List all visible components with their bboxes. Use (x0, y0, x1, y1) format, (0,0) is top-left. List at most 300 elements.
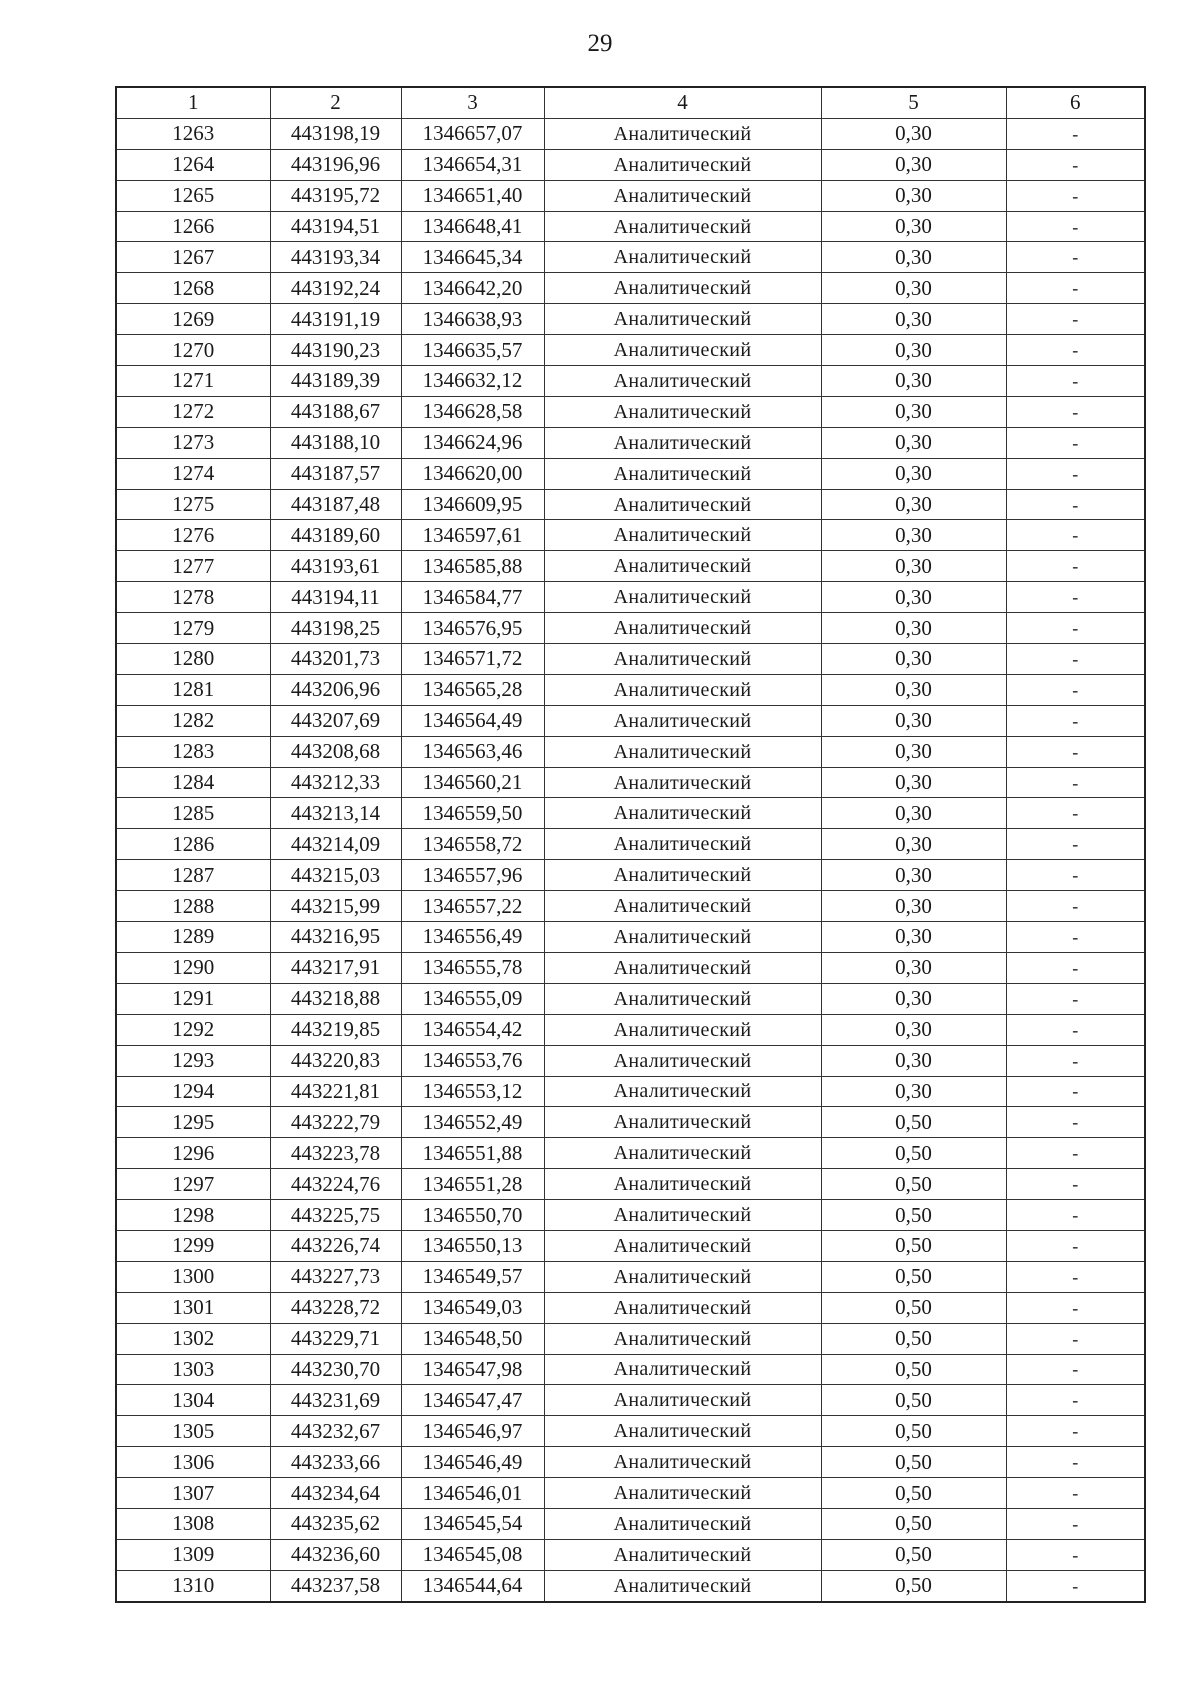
x-coordinate-cell: 443188,10 (270, 427, 401, 458)
table-row (116, 551, 1145, 582)
table-row (116, 1200, 1145, 1231)
method-cell: Аналитический (544, 458, 821, 489)
note-cell: - (1006, 705, 1145, 736)
y-coordinate-cell: 1346551,28 (401, 1169, 544, 1200)
method-cell: Аналитический (544, 366, 821, 397)
y-coordinate-cell: 1346545,08 (401, 1539, 544, 1570)
accuracy-cell: 0,50 (821, 1508, 1006, 1539)
x-coordinate-cell: 443237,58 (270, 1570, 401, 1601)
note-cell: - (1006, 1292, 1145, 1323)
table-row (116, 1447, 1145, 1478)
y-coordinate-cell: 1346657,07 (401, 118, 544, 149)
note-cell: - (1006, 149, 1145, 180)
point-number-cell: 1268 (116, 273, 270, 304)
y-coordinate-cell: 1346547,47 (401, 1385, 544, 1416)
table-row (116, 118, 1145, 149)
y-coordinate-cell: 1346648,41 (401, 211, 544, 242)
x-coordinate-cell: 443215,03 (270, 860, 401, 891)
method-cell: Аналитический (544, 1169, 821, 1200)
accuracy-cell: 0,50 (821, 1169, 1006, 1200)
column-header: 3 (401, 87, 544, 118)
note-cell: - (1006, 1508, 1145, 1539)
method-cell: Аналитический (544, 922, 821, 953)
note-cell: - (1006, 1169, 1145, 1200)
method-cell: Аналитический (544, 118, 821, 149)
y-coordinate-cell: 1346544,64 (401, 1570, 544, 1601)
note-cell: - (1006, 829, 1145, 860)
y-coordinate-cell: 1346555,09 (401, 983, 544, 1014)
point-number-cell: 1301 (116, 1292, 270, 1323)
note-cell: - (1006, 952, 1145, 983)
point-number-cell: 1297 (116, 1169, 270, 1200)
method-cell: Аналитический (544, 1508, 821, 1539)
table-row (116, 489, 1145, 520)
x-coordinate-cell: 443216,95 (270, 922, 401, 953)
method-cell: Аналитический (544, 1570, 821, 1601)
method-cell: Аналитический (544, 891, 821, 922)
column-header: 4 (544, 87, 821, 118)
method-cell: Аналитический (544, 952, 821, 983)
x-coordinate-cell: 443187,57 (270, 458, 401, 489)
point-number-cell: 1290 (116, 952, 270, 983)
y-coordinate-cell: 1346549,03 (401, 1292, 544, 1323)
x-coordinate-cell: 443193,34 (270, 242, 401, 273)
method-cell: Аналитический (544, 1416, 821, 1447)
accuracy-cell: 0,30 (821, 366, 1006, 397)
note-cell: - (1006, 489, 1145, 520)
note-cell: - (1006, 674, 1145, 705)
x-coordinate-cell: 443219,85 (270, 1014, 401, 1045)
x-coordinate-cell: 443194,51 (270, 211, 401, 242)
y-coordinate-cell: 1346620,00 (401, 458, 544, 489)
point-number-cell: 1276 (116, 520, 270, 551)
y-coordinate-cell: 1346559,50 (401, 798, 544, 829)
accuracy-cell: 0,30 (821, 891, 1006, 922)
y-coordinate-cell: 1346553,12 (401, 1076, 544, 1107)
accuracy-cell: 0,50 (821, 1261, 1006, 1292)
table-row (116, 427, 1145, 458)
x-coordinate-cell: 443229,71 (270, 1323, 401, 1354)
x-coordinate-cell: 443228,72 (270, 1292, 401, 1323)
accuracy-cell: 0,50 (821, 1416, 1006, 1447)
coordinates-table (115, 86, 1146, 1603)
accuracy-cell: 0,30 (821, 644, 1006, 675)
accuracy-cell: 0,50 (821, 1200, 1006, 1231)
accuracy-cell: 0,50 (821, 1570, 1006, 1601)
x-coordinate-cell: 443225,75 (270, 1200, 401, 1231)
accuracy-cell: 0,30 (821, 1014, 1006, 1045)
method-cell: Аналитический (544, 736, 821, 767)
note-cell: - (1006, 1076, 1145, 1107)
note-cell: - (1006, 211, 1145, 242)
point-number-cell: 1310 (116, 1570, 270, 1601)
x-coordinate-cell: 443222,79 (270, 1107, 401, 1138)
y-coordinate-cell: 1346624,96 (401, 427, 544, 458)
point-number-cell: 1278 (116, 582, 270, 613)
y-coordinate-cell: 1346551,88 (401, 1138, 544, 1169)
point-number-cell: 1283 (116, 736, 270, 767)
accuracy-cell: 0,30 (821, 829, 1006, 860)
y-coordinate-cell: 1346548,50 (401, 1323, 544, 1354)
note-cell: - (1006, 644, 1145, 675)
table-row (116, 922, 1145, 953)
x-coordinate-cell: 443196,96 (270, 149, 401, 180)
y-coordinate-cell: 1346545,54 (401, 1508, 544, 1539)
method-cell: Аналитический (544, 582, 821, 613)
point-number-cell: 1269 (116, 304, 270, 335)
table-row (116, 705, 1145, 736)
y-coordinate-cell: 1346558,72 (401, 829, 544, 860)
y-coordinate-cell: 1346651,40 (401, 180, 544, 211)
accuracy-cell: 0,50 (821, 1107, 1006, 1138)
point-number-cell: 1284 (116, 767, 270, 798)
table-row (116, 1261, 1145, 1292)
x-coordinate-cell: 443233,66 (270, 1447, 401, 1478)
point-number-cell: 1263 (116, 118, 270, 149)
x-coordinate-cell: 443194,11 (270, 582, 401, 613)
table-row (116, 1169, 1145, 1200)
x-coordinate-cell: 443230,70 (270, 1354, 401, 1385)
accuracy-cell: 0,50 (821, 1478, 1006, 1509)
page-number: 29 (587, 30, 613, 57)
point-number-cell: 1303 (116, 1354, 270, 1385)
point-number-cell: 1298 (116, 1200, 270, 1231)
y-coordinate-cell: 1346638,93 (401, 304, 544, 335)
x-coordinate-cell: 443195,72 (270, 180, 401, 211)
accuracy-cell: 0,30 (821, 922, 1006, 953)
note-cell: - (1006, 427, 1145, 458)
note-cell: - (1006, 798, 1145, 829)
point-number-cell: 1292 (116, 1014, 270, 1045)
table-row (116, 149, 1145, 180)
note-cell: - (1006, 860, 1145, 891)
y-coordinate-cell: 1346597,61 (401, 520, 544, 551)
accuracy-cell: 0,30 (821, 211, 1006, 242)
method-cell: Аналитический (544, 396, 821, 427)
y-coordinate-cell: 1346564,49 (401, 705, 544, 736)
method-cell: Аналитический (544, 149, 821, 180)
accuracy-cell: 0,30 (821, 242, 1006, 273)
table-row (116, 273, 1145, 304)
point-number-cell: 1294 (116, 1076, 270, 1107)
table-row (116, 458, 1145, 489)
table-row (116, 798, 1145, 829)
point-number-cell: 1291 (116, 983, 270, 1014)
y-coordinate-cell: 1346563,46 (401, 736, 544, 767)
accuracy-cell: 0,30 (821, 520, 1006, 551)
y-coordinate-cell: 1346584,77 (401, 582, 544, 613)
table-row (116, 1045, 1145, 1076)
x-coordinate-cell: 443221,81 (270, 1076, 401, 1107)
accuracy-cell: 0,30 (821, 427, 1006, 458)
y-coordinate-cell: 1346560,21 (401, 767, 544, 798)
accuracy-cell: 0,30 (821, 613, 1006, 644)
table-row (116, 1076, 1145, 1107)
note-cell: - (1006, 1478, 1145, 1509)
x-coordinate-cell: 443220,83 (270, 1045, 401, 1076)
note-cell: - (1006, 1138, 1145, 1169)
method-cell: Аналитический (544, 644, 821, 675)
x-coordinate-cell: 443198,19 (270, 118, 401, 149)
table-row (116, 1354, 1145, 1385)
table-row (116, 366, 1145, 397)
note-cell: - (1006, 273, 1145, 304)
x-coordinate-cell: 443207,69 (270, 705, 401, 736)
method-cell: Аналитический (544, 1292, 821, 1323)
x-coordinate-cell: 443234,64 (270, 1478, 401, 1509)
point-number-cell: 1267 (116, 242, 270, 273)
y-coordinate-cell: 1346654,31 (401, 149, 544, 180)
note-cell: - (1006, 304, 1145, 335)
x-coordinate-cell: 443214,09 (270, 829, 401, 860)
note-cell: - (1006, 891, 1145, 922)
x-coordinate-cell: 443213,14 (270, 798, 401, 829)
method-cell: Аналитический (544, 427, 821, 458)
accuracy-cell: 0,30 (821, 674, 1006, 705)
accuracy-cell: 0,30 (821, 582, 1006, 613)
point-number-cell: 1272 (116, 396, 270, 427)
accuracy-cell: 0,30 (821, 273, 1006, 304)
y-coordinate-cell: 1346609,95 (401, 489, 544, 520)
note-cell: - (1006, 922, 1145, 953)
accuracy-cell: 0,30 (821, 180, 1006, 211)
note-cell: - (1006, 118, 1145, 149)
table-row (116, 304, 1145, 335)
y-coordinate-cell: 1346554,42 (401, 1014, 544, 1045)
table-row (116, 1138, 1145, 1169)
point-number-cell: 1281 (116, 674, 270, 705)
accuracy-cell: 0,30 (821, 304, 1006, 335)
accuracy-cell: 0,30 (821, 798, 1006, 829)
note-cell: - (1006, 1539, 1145, 1570)
point-number-cell: 1306 (116, 1447, 270, 1478)
method-cell: Аналитический (544, 1230, 821, 1261)
point-number-cell: 1285 (116, 798, 270, 829)
x-coordinate-cell: 443235,62 (270, 1508, 401, 1539)
table-row (116, 211, 1145, 242)
table-row (116, 891, 1145, 922)
method-cell: Аналитический (544, 860, 821, 891)
x-coordinate-cell: 443189,39 (270, 366, 401, 397)
method-cell: Аналитический (544, 1107, 821, 1138)
method-cell: Аналитический (544, 1323, 821, 1354)
method-cell: Аналитический (544, 829, 821, 860)
note-cell: - (1006, 242, 1145, 273)
y-coordinate-cell: 1346628,58 (401, 396, 544, 427)
x-coordinate-cell: 443208,68 (270, 736, 401, 767)
point-number-cell: 1308 (116, 1508, 270, 1539)
y-coordinate-cell: 1346547,98 (401, 1354, 544, 1385)
accuracy-cell: 0,30 (821, 458, 1006, 489)
x-coordinate-cell: 443187,48 (270, 489, 401, 520)
accuracy-cell: 0,30 (821, 767, 1006, 798)
y-coordinate-cell: 1346546,97 (401, 1416, 544, 1447)
table-row (116, 582, 1145, 613)
x-coordinate-cell: 443231,69 (270, 1385, 401, 1416)
method-cell: Аналитический (544, 1539, 821, 1570)
x-coordinate-cell: 443215,99 (270, 891, 401, 922)
table-row (116, 396, 1145, 427)
table-row (116, 674, 1145, 705)
x-coordinate-cell: 443188,67 (270, 396, 401, 427)
x-coordinate-cell: 443192,24 (270, 273, 401, 304)
table-row (116, 860, 1145, 891)
y-coordinate-cell: 1346552,49 (401, 1107, 544, 1138)
y-coordinate-cell: 1346576,95 (401, 613, 544, 644)
accuracy-cell: 0,30 (821, 1076, 1006, 1107)
table-row (116, 644, 1145, 675)
point-number-cell: 1274 (116, 458, 270, 489)
table-row (116, 1323, 1145, 1354)
point-number-cell: 1271 (116, 366, 270, 397)
column-header: 5 (821, 87, 1006, 118)
method-cell: Аналитический (544, 1447, 821, 1478)
note-cell: - (1006, 1014, 1145, 1045)
table-header-row (116, 87, 1145, 118)
point-number-cell: 1299 (116, 1230, 270, 1261)
method-cell: Аналитический (544, 304, 821, 335)
note-cell: - (1006, 767, 1145, 798)
point-number-cell: 1289 (116, 922, 270, 953)
table-row (116, 1478, 1145, 1509)
note-cell: - (1006, 1045, 1145, 1076)
table-row (116, 1107, 1145, 1138)
x-coordinate-cell: 443206,96 (270, 674, 401, 705)
note-cell: - (1006, 1354, 1145, 1385)
method-cell: Аналитический (544, 180, 821, 211)
method-cell: Аналитический (544, 613, 821, 644)
point-number-cell: 1280 (116, 644, 270, 675)
y-coordinate-cell: 1346556,49 (401, 922, 544, 953)
point-number-cell: 1286 (116, 829, 270, 860)
accuracy-cell: 0,50 (821, 1385, 1006, 1416)
y-coordinate-cell: 1346555,78 (401, 952, 544, 983)
table-row (116, 767, 1145, 798)
x-coordinate-cell: 443227,73 (270, 1261, 401, 1292)
table-row (116, 829, 1145, 860)
x-coordinate-cell: 443190,23 (270, 335, 401, 366)
y-coordinate-cell: 1346585,88 (401, 551, 544, 582)
method-cell: Аналитический (544, 211, 821, 242)
method-cell: Аналитический (544, 1354, 821, 1385)
table-row (116, 1570, 1145, 1601)
note-cell: - (1006, 1416, 1145, 1447)
point-number-cell: 1264 (116, 149, 270, 180)
point-number-cell: 1304 (116, 1385, 270, 1416)
accuracy-cell: 0,30 (821, 149, 1006, 180)
accuracy-cell: 0,30 (821, 952, 1006, 983)
column-header: 6 (1006, 87, 1145, 118)
table-row (116, 613, 1145, 644)
note-cell: - (1006, 983, 1145, 1014)
point-number-cell: 1287 (116, 860, 270, 891)
table-row (116, 1230, 1145, 1261)
note-cell: - (1006, 520, 1145, 551)
accuracy-cell: 0,50 (821, 1354, 1006, 1385)
x-coordinate-cell: 443218,88 (270, 983, 401, 1014)
accuracy-cell: 0,30 (821, 1045, 1006, 1076)
note-cell: - (1006, 1261, 1145, 1292)
x-coordinate-cell: 443224,76 (270, 1169, 401, 1200)
accuracy-cell: 0,50 (821, 1292, 1006, 1323)
method-cell: Аналитический (544, 674, 821, 705)
accuracy-cell: 0,50 (821, 1230, 1006, 1261)
point-number-cell: 1309 (116, 1539, 270, 1570)
point-number-cell: 1265 (116, 180, 270, 211)
point-number-cell: 1266 (116, 211, 270, 242)
method-cell: Аналитический (544, 1261, 821, 1292)
point-number-cell: 1302 (116, 1323, 270, 1354)
table-row (116, 180, 1145, 211)
y-coordinate-cell: 1346553,76 (401, 1045, 544, 1076)
table-row (116, 1508, 1145, 1539)
point-number-cell: 1288 (116, 891, 270, 922)
method-cell: Аналитический (544, 983, 821, 1014)
method-cell: Аналитический (544, 273, 821, 304)
note-cell: - (1006, 582, 1145, 613)
y-coordinate-cell: 1346635,57 (401, 335, 544, 366)
y-coordinate-cell: 1346571,72 (401, 644, 544, 675)
point-number-cell: 1296 (116, 1138, 270, 1169)
point-number-cell: 1270 (116, 335, 270, 366)
accuracy-cell: 0,30 (821, 551, 1006, 582)
point-number-cell: 1275 (116, 489, 270, 520)
table-row (116, 520, 1145, 551)
table-row (116, 1539, 1145, 1570)
method-cell: Аналитический (544, 1385, 821, 1416)
point-number-cell: 1307 (116, 1478, 270, 1509)
table-row (116, 952, 1145, 983)
method-cell: Аналитический (544, 1138, 821, 1169)
note-cell: - (1006, 366, 1145, 397)
accuracy-cell: 0,30 (821, 983, 1006, 1014)
method-cell: Аналитический (544, 767, 821, 798)
table-row (116, 1014, 1145, 1045)
point-number-cell: 1273 (116, 427, 270, 458)
point-number-cell: 1295 (116, 1107, 270, 1138)
method-cell: Аналитический (544, 489, 821, 520)
method-cell: Аналитический (544, 1200, 821, 1231)
method-cell: Аналитический (544, 1045, 821, 1076)
note-cell: - (1006, 736, 1145, 767)
note-cell: - (1006, 396, 1145, 427)
x-coordinate-cell: 443236,60 (270, 1539, 401, 1570)
x-coordinate-cell: 443198,25 (270, 613, 401, 644)
point-number-cell: 1282 (116, 705, 270, 736)
point-number-cell: 1293 (116, 1045, 270, 1076)
accuracy-cell: 0,30 (821, 118, 1006, 149)
table-row (116, 1292, 1145, 1323)
accuracy-cell: 0,50 (821, 1539, 1006, 1570)
note-cell: - (1006, 180, 1145, 211)
y-coordinate-cell: 1346642,20 (401, 273, 544, 304)
x-coordinate-cell: 443223,78 (270, 1138, 401, 1169)
table-row (116, 242, 1145, 273)
y-coordinate-cell: 1346565,28 (401, 674, 544, 705)
method-cell: Аналитический (544, 1076, 821, 1107)
x-coordinate-cell: 443189,60 (270, 520, 401, 551)
y-coordinate-cell: 1346557,96 (401, 860, 544, 891)
point-number-cell: 1305 (116, 1416, 270, 1447)
note-cell: - (1006, 1230, 1145, 1261)
point-number-cell: 1277 (116, 551, 270, 582)
accuracy-cell: 0,50 (821, 1323, 1006, 1354)
column-header: 1 (116, 87, 270, 118)
method-cell: Аналитический (544, 551, 821, 582)
point-number-cell: 1279 (116, 613, 270, 644)
accuracy-cell: 0,30 (821, 860, 1006, 891)
method-cell: Аналитический (544, 242, 821, 273)
